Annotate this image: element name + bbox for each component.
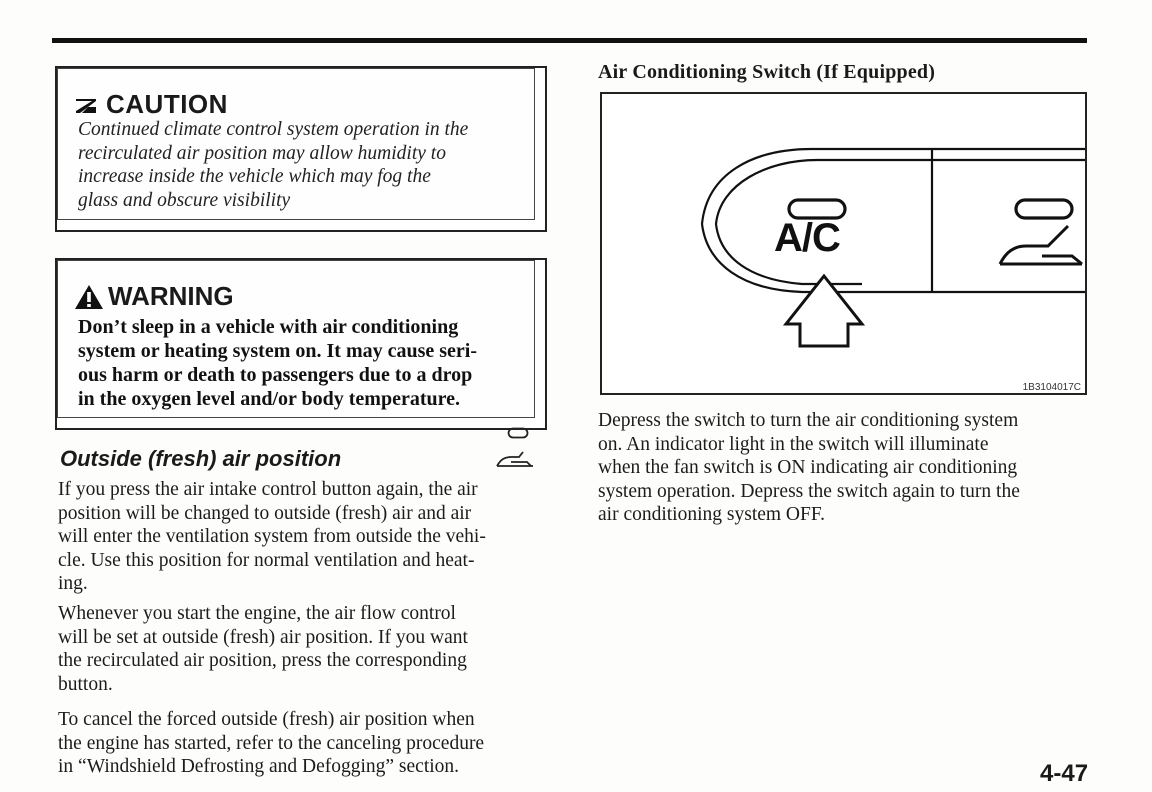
text-line: will enter the ventilation system from outside the vehi- [58,526,486,547]
caution-inner-border [57,68,535,220]
text-line: system operation. Depress the switch again to turn the [598,480,1020,502]
text-line: cle. Use this position for normal ventilation and heat- [58,549,475,571]
fresh-air-paragraph-2 [58,602,544,696]
text-line: air conditioning system OFF. [598,504,826,525]
warning-heading [74,281,234,312]
text-line: Whenever you start the engine, the air flow control [58,603,456,624]
caution-line: glass and obscure visibility [78,189,291,211]
fresh-air-paragraph-3 [58,708,544,779]
text-line: in “Windshield Defrosting and Defogging” section. [58,756,460,777]
text-line: button. [58,673,113,695]
ac-button-label: A/C [774,216,840,260]
text-line: on. An indicator light in the switch will illuminate [598,433,989,455]
warning-box [55,258,547,430]
warning-icon [74,284,104,310]
text-line: when the fan switch is ON indicating air conditioning [598,457,1018,478]
ac-switch-illustration [602,94,1085,393]
text-line: the engine has started, refer to the canceling procedure [58,732,485,754]
warning-heading-text: WARNING [108,281,234,311]
warning-inner-border [57,260,535,418]
text-line: ing. [58,573,88,594]
caution-box [55,66,547,232]
warning-line: ous harm or death to passengers due to a drop [78,364,473,386]
caution-heading-text: CAUTION [106,89,228,119]
fresh-air-paragraph-1 [58,478,544,596]
ac-switch-description [598,409,1083,527]
ac-switch-figure [600,92,1087,395]
indicator-light-icon [507,427,529,439]
page-number: 4-47 [1040,760,1089,787]
caution-heading [74,89,228,120]
warning-line: Don’t sleep in a vehicle with air conditioning [78,316,459,338]
ac-switch-title: Air Conditioning Switch (If Equipped) [598,61,936,83]
warning-line: system or heating system on. It may cause seri- [78,340,478,362]
top-rule [52,38,1087,43]
text-line: Depress the switch to turn the air conditioning system [598,410,1019,431]
fresh-air-title: Outside (fresh) air position [60,446,342,471]
text-line: If you press the air intake control button again, the air [58,479,478,500]
caution-line: increase inside the vehicle which may fog the [78,166,431,187]
warning-text [78,315,528,411]
text-line: position will be changed to outside (fresh) air and air [58,502,472,524]
figure-code: 1B3104017C [1022,382,1081,393]
text-line: will be set at outside (fresh) air position. If you want [58,626,468,648]
caution-icon [74,95,98,115]
warning-line: in the oxygen level and/or body temperature. [78,388,461,410]
text-line: the recirculated air position, press the corresponding [58,650,467,671]
text-line: To cancel the forced outside (fresh) air position when [58,709,475,730]
fresh-air-mode-icon [493,450,537,470]
caution-line: Continued climate control system operation in the [78,119,469,140]
caution-line: recirculated air position may allow humidity to [78,142,446,164]
caution-text [78,118,528,212]
